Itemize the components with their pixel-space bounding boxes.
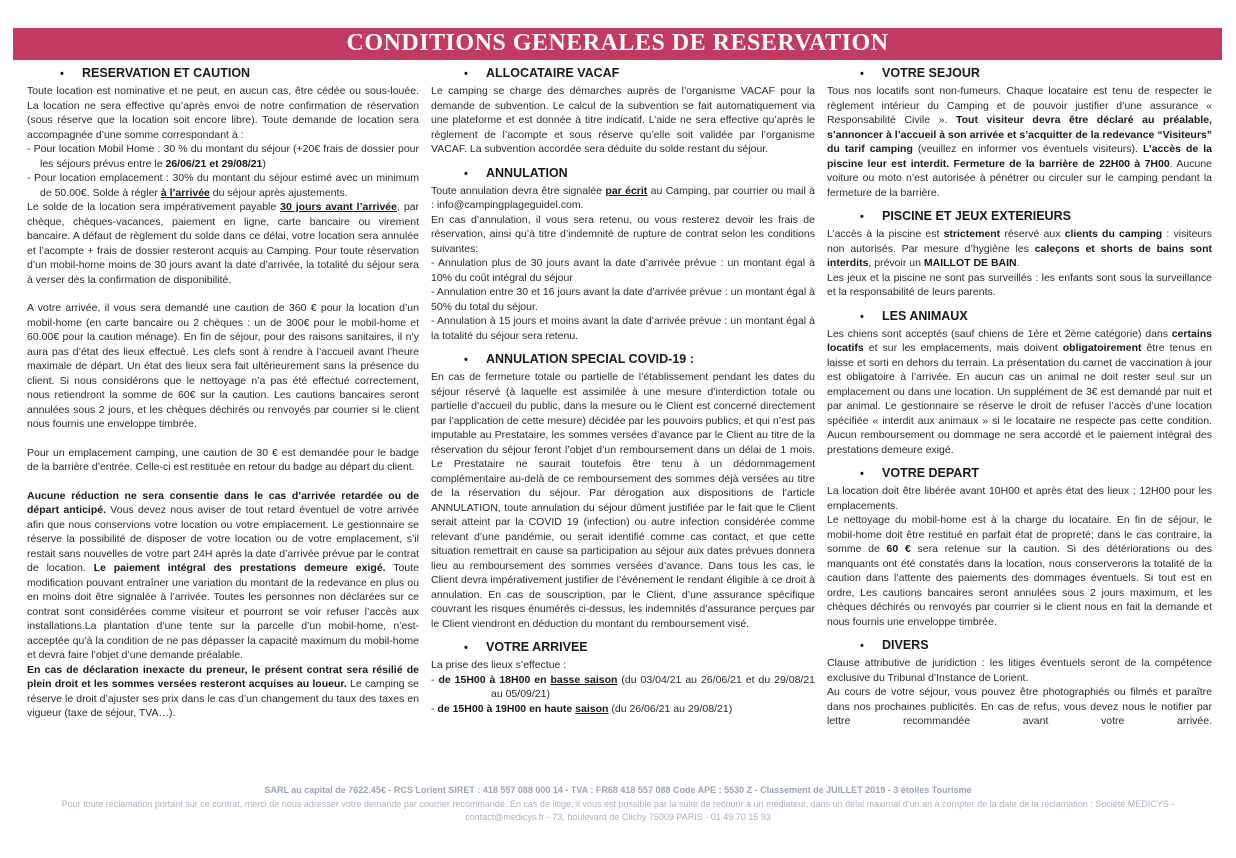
paragraph: La location doit être libérée avant 10H00 et après état des lieux ; 12H00 pour les emplacements.: [827, 485, 1212, 512]
paragraph: A votre arrivée, il vous sera demandé une caution de 360 € pour la location d’un mobil-home (en carte bancaire ou 2 chèques : un de 300€ pour le mobil-home et 60.00€ pour la caution ménage). En fin de séjour, pour des raisons sanitaires, il n’y aura pas d’état des lieux effectué. Les clefs sont à rendre à l’accueil avant l’heure maximale de départ. Un état des lieux sera fait ultérieurement sans la présence du client. Si nous considérons que le nettoyage n’a pas été effectué correctement, nous retiendront la somme de 60€ sur la caution. Les cautions bancaires seront annulées sous 2 jours, et les chèques déchirés ou renvoyés par courrier si le client nous fournis une enveloppe timbrée.: [27, 302, 419, 430]
paragraph: En cas d’annulation, il vous sera retenu, ou vous resterez devoir les frais de réservation, ainsi qu’à titre d’indemnité de rupture de contrat selon les conditions suivantes:: [431, 213, 815, 255]
section-heading: • ANNULATION: [431, 166, 815, 182]
paragraph: - Annulation entre 30 et 16 jours avant la date d’arrivée prévue : un montant égal à 50% du total du séjour.: [431, 286, 815, 313]
footer: [0, 784, 1236, 825]
list-item: - Pour location Mobil Home : 30 % du montant du séjour (+20€ frais de dossier pour les séjours prévus entre le 26/06/21 et 29/08/21): [27, 143, 419, 170]
section-heading: • VOTRE ARRIVEE: [431, 640, 815, 656]
section-heading: • ANNULATION SPECIAL COVID-19 :: [431, 352, 815, 368]
list-item: - Pour location emplacement : 30% du montant du séjour estimé avec un minimum de 50.00€. Solde à régler à l’arrivée du séjour après ajustements.: [27, 172, 419, 199]
paragraph: - Annulation à 15 jours et moins avant la date d’arrivée prévue : un montant égal à la totalité du séjour sera retenu.: [431, 315, 815, 342]
paragraph: Les chiens sont acceptés (sauf chiens de 1ère et 2ème catégorie) dans certains locatifs et sur les emplacements, mais doivent obligatoirement être tenus en laisse et sorti en dehors du terrain. La présentation du carnet de vaccination à jour est obligatoire à l’arrivée. En aucun cas un animal ne doit rester seul sur un emplacement ou dans une location. Un supplément de 3€ est demandé par nuit et par animal. Le gestionnaire se réserve le droit de refuser l’accès d’une location spécifiée « interdit aux animaux » si le locataire ne respecte pas cette condition. Aucun remboursement ou dommage ne sera accordé et le paiement intégral des prestations demeure exigé.: [827, 327, 1212, 456]
section-heading: • RESERVATION ET CAUTION: [27, 66, 419, 82]
section-heading: • DIVERS: [827, 638, 1212, 654]
section-heading: • VOTRE DEPART: [827, 466, 1212, 482]
content-columns: [27, 66, 1212, 729]
footer-claims-line: Pour toute réclamation portant sur ce contrat, merci de nous adresser votre demande par courrier recommandé. En cas de litige, il vous est possible par la suite de recourir à un médiateur, dans un délai maximal d’un an à compter de la date de la réclamation : Société MEDICYS -: [61, 798, 1175, 809]
paragraph: Toute annulation devra être signalée par écrit au Camping, par courrier ou mail à : info@campingplageguidel.com.: [431, 184, 815, 211]
paragraph: Le nettoyage du mobil-home est à la charge du locataire. En fin de séjour, le mobil-home doit être restitué en parfait état de propreté; dans le cas contraire, la somme de 60 € sera retenue sur la caution. Si des détériorations ou des manquants ont été constatés dans la location, nous conserverons la totalité de la caution dans l’attente des paiements des dommages éventuels. Si tout est en ordre, Les cautions bancaires seront annulées sous 2 jours maximum, et les chèques déchirés ou renvoyés par courrier si le client nous en fait la demande et nous fournis une enveloppe timbrée.: [827, 514, 1213, 628]
paragraph: Tous nos locatifs sont non-fumeurs. Chaque locataire est tenu de respecter le règlement intérieur du Camping et de pouvoir justifier d’une assurance « Responsabilité Civile ». Tout visiteur devra être déclaré au préalable, s’annoncer à l’accueil à son arrivée et s’acquitter de la redevance “Visiteurs” du tarif camping (veuillez en informer vos éventuels visiteurs). L’accès de la piscine leur est interdit. Fermeture de la barrière de 22H00 à 7H00. Aucune voiture ou moto n’est autorisée à pénétrer ou circuler sur le camping pendant la fermeture de la barrière.: [827, 85, 1212, 199]
paragraph: La prise des lieux s’effectue :: [431, 659, 567, 671]
paragraph: Clause attributive de juridiction : les litiges éventuels seront de la compétence exclusive du Tribunal d’Instance de Lorient.: [827, 657, 1212, 684]
paragraph: En cas de déclaration inexacte du preneur, le présent contrat sera résilié de plein droit et les sommes versées resteront acquises au loueur. Le camping se réserve le droit d’ajuster ses prix dans le cas d’un changement du taux des taxes en vigueur (taxe de séjour, TVA…).: [27, 663, 419, 719]
section-heading: • LES ANIMAUX: [827, 309, 1212, 325]
column-3: [827, 66, 1212, 729]
paragraph: Pour un emplacement camping, une caution de 30 € est demandée pour le badge de la barrière d’entrée. Celle-ci est restituée en retour du badge au départ du client.: [27, 446, 419, 473]
footer-legal-line: SARL au capital de 7622.45€ - RCS Lorient SIRET : 418 557 088 000 14 - TVA : FR68 418 557 088 Code APE : 5530 Z - Classement de JUILLET 2019 - 3 étoiles Tourisme: [264, 785, 972, 795]
list-item: - de 15H00 à 18H00 en basse saison (du 03/04/21 au 26/06/21 et du 29/08/21 au 05/09/21): [431, 673, 815, 700]
list-item: - de 15H00 à 19H00 en haute saison (du 26/06/21 au 29/08/21): [431, 702, 733, 715]
paragraph: Toute location est nominative et ne peut, en aucun cas, être cédée ou sous-louée. La location ne sera effective qu’après envoi de notre confirmation de réservation (sous réserve que la location soit encore libre). Toute demande de location sera accompagnée d’une somme correspondant à :: [27, 85, 419, 141]
column-1: [27, 66, 419, 729]
paragraph: Les jeux et la piscine ne sont pas surveillés : les enfants sont sous la surveillance et la responsabilité de leurs parents.: [827, 271, 1212, 298]
paragraph: Le solde de la location sera impérativement payable 30 jours avant l’arrivée, par chèque, chèques-vacances, paiement en ligne, carte bancaire ou virement bancaire. A défaut de règlement du solde dans ce délai, votre location sera annulée et l’acompte + frais de dossier resteront acquis au Camping. Pour toute réservation d’un mobil-home moins de 30 jours avant la date d’arrivée, la totalité du séjour sera à verser dès la confirmation de disponibilité.: [27, 201, 419, 286]
paragraph: En cas de fermeture totale ou partielle de l’établissement pendant les dates du séjour réservé (à laquelle est assimilée à une mesure d’interdiction totale ou partielle d’accueil du public, dans la mesure ou le Client est concerné directement par l’application de cette mesure) décidée par les pouvoirs publics, et qui n’est pas imputable au Prestataire, les sommes versées d’avance par le Client au titre de la réservation du séjour feront l’objet d’un remboursement dans un délai de 1 mois. Le Prestataire ne saurait toutefois être tenu à un dédommagement complémentaire au-delà de ce remboursement des sommes déjà versées au titre de la réservation du séjour. Par dérogation aux dispositions de l’article ANNULATION, toute annulation du séjour dûment justifiée par le fait que le Client serait atteint par la COVID 19 (infection) ou autre infection considérée comme relevant d’une pandémie, ou serait identifié comme cas contact, et que cette situation remettrait en cause sa participation au séjour aux dates prévues donnera lieu au remboursement des sommes versées d’avance. Dans tous les cas, le Client devra impérativement justifier de l’événement le rendant éligible à ce droit à annulation. En cas de souscription, par le Client, d’une assurance spécifique couvrant les risques énumérés ci-dessus, les indemnités d’assurance perçues par le Client viendront en déduction du montant du remboursement visé.: [431, 371, 815, 630]
paragraph: Au cours de votre séjour, vous pouvez être photographiés ou filmés et paraître dans nos prochaines publicités. En cas de refus, vous devez nous le notifier par lettre recommandée avant votre arrivée.: [827, 686, 1212, 727]
section-heading: • ALLOCATAIRE VACAF: [431, 66, 815, 82]
footer-contact-line: contact@medicys.fr - 73, boulevard de Clichy 75009 PARIS - 01 49 70 15 93: [465, 812, 771, 822]
paragraph: Aucune réduction ne sera consentie dans le cas d’arrivée retardée ou de départ anticipé. Vous devez nous aviser de tout retard éventuel de votre arrivée afin que nous conservions votre location ou votre emplacement. Le gestionnaire se réserve la possibilité de disposer de votre location ou de votre emplacement, s’il restait sans nouvelles de votre part 24H après la date d’arrivée prévue par le contrat de location. Le paiement intégral des prestations demeure exigé. Toute modification pouvant entraîner une variation du montant de la redevance en plus ou en moins doit être signalée à l’arrivée. Toutes les personnes non déclarées sur ce contrat sont considérées comme visiteur et pourront se voir refuser l’accès aux installations.La plantation d’une tente sur la parcelle d’un mobil-home, n’est-acceptée qu’à la condition de ne pas dépasser la capacité maximum du mobil-home et devra faire l’objet d’une demande préalable.: [27, 489, 419, 661]
paragraph: Le camping se charge des démarches auprès de l’organisme VACAF pour la demande de subvention. Le calcul de la subvention se fait automatiquement via une plateforme et est donnée à titre indicatif. L’aide ne sera effective qu’après le règlement de l’acompte et sous réserve qu’elle soit validée par l’organisme VACAF. La subvention accordée sera déduite du solde restant du séjour.: [431, 85, 815, 155]
paragraph: L’accès à la piscine est strictement réservé aux clients du camping : visiteurs non autorisés. Par mesure d’hygiène les caleçons et shorts de bains sont interdits, prévoir un MAILLOT DE BAIN.: [827, 228, 1212, 269]
page-title: CONDITIONS GENERALES DE RESERVATION: [346, 30, 889, 56]
section-heading: • VOTRE SEJOUR: [827, 66, 1212, 82]
column-2: [431, 66, 815, 729]
title-banner: [13, 28, 1222, 60]
section-heading: • PISCINE ET JEUX EXTERIEURS: [827, 209, 1212, 225]
paragraph: - Annulation plus de 30 jours avant la date d’arrivée prévue : un montant égal à 10% du coût intégral du séjour: [431, 257, 815, 284]
